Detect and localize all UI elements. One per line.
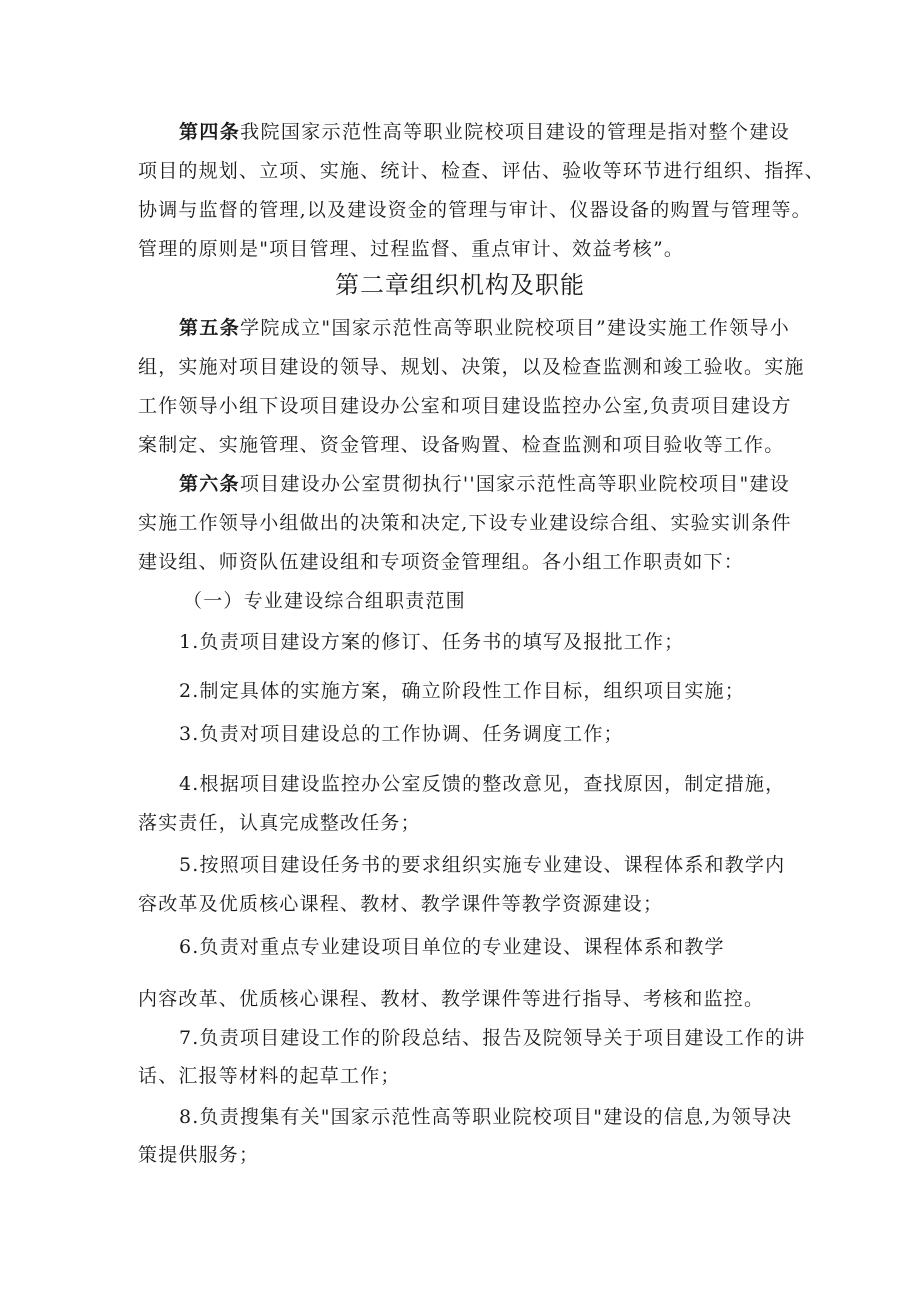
article6-line-1: 第六条项目建设办公室贯彻执行''国家示范性高等职业院校项目"建设 — [179, 473, 790, 495]
item-number: 5. — [179, 854, 200, 876]
article-heading: 第五条 — [179, 317, 241, 339]
article5-line-2: 组，实施对项目建设的领导、规划、决策，以及检查监测和竣工验收。实施 — [138, 356, 805, 378]
item-number: 7. — [179, 1027, 200, 1049]
article5-line-1: 第五条学院成立"国家示范性高等职业院校项目”建设实施工作领导小 — [179, 317, 790, 339]
article4-line-1: 第四条我院国家示范性高等职业院校项目建设的管理是指对整个建设 — [179, 121, 790, 143]
item-number: 4. — [179, 773, 200, 795]
list-item-6: 6.负责对重点专业建设项目单位的专业建设、课程体系和教学 — [179, 936, 725, 958]
list-item-4-cont: 落实责任，认真完成整改任务； — [138, 812, 421, 834]
list-item-6-cont: 内容改革、优质核心课程、教材、教学课件等进行指导、考核和监控。 — [138, 988, 765, 1010]
item-number: 6. — [179, 936, 200, 958]
item-number: 3. — [179, 723, 200, 745]
list-item-2: 2.制定具体的实施方案，确立阶段性工作目标，组织项目实施； — [179, 680, 745, 702]
list-item-8: 8.负责搜集有关"国家示范性高等职业院校项目"建设的信息,为领导决 — [179, 1106, 793, 1128]
item-number: 1. — [179, 631, 200, 653]
list-item-5: 5.按照项目建设任务书的要求组织实施专业建设、课程体系和教学内 — [179, 854, 786, 876]
list-item-8-cont: 策提供服务； — [138, 1144, 260, 1166]
article5-line-3: 工作领导小组下设项目建设办公室和项目建设监控办公室,负责项目建设方 — [138, 395, 792, 417]
article-heading: 第四条 — [179, 121, 241, 143]
article4-line-4: 管理的原则是"项目管理、过程监督、重点审计、效益考核”。 — [138, 238, 685, 260]
article-heading: 第六条 — [179, 473, 240, 495]
article4-line-2: 项目的规划、立项、实施、统计、检查、评估、验收等环节进行组织、指挥、 — [138, 160, 825, 182]
chapter-title: 第二章组织机构及职能 — [335, 271, 585, 299]
section-heading: （一）专业建设综合组职责范围 — [183, 590, 466, 612]
item-number: 8. — [179, 1106, 200, 1128]
list-item-5-cont: 容改革及优质核心课程、教材、教学课件等教学资源建设； — [138, 893, 664, 915]
article5-line-4: 案制定、实施管理、资金管理、设备购置、检查监测和项目验收等工作。 — [138, 434, 785, 456]
list-item-4: 4.根据项目建设监控办公室反馈的整改意见，查找原因，制定措施， — [179, 773, 786, 795]
item-number: 2. — [179, 680, 200, 702]
list-item-7-cont: 话、汇报等材料的起草工作； — [138, 1065, 401, 1087]
list-item-7: 7.负责项目建设工作的阶段总结、报告及院领导关于项目建设工作的讲 — [179, 1027, 806, 1049]
article4-line-3: 协调与监督的管理,以及建设资金的管理与审计、仪器设备的购置与管理等。 — [138, 199, 812, 221]
list-item-1: 1.负责项目建设方案的修订、任务书的填写及报批工作； — [179, 631, 685, 653]
article6-line-2: 实施工作领导小组做出的决策和决定,下设专业建设综合组、实验实训条件 — [138, 512, 792, 534]
article6-line-3: 建设组、师资队伍建设组和专项资金管理组。各小组工作职责如下： — [138, 551, 745, 573]
list-item-3: 3.负责对项目建设总的工作协调、任务调度工作； — [179, 723, 624, 745]
